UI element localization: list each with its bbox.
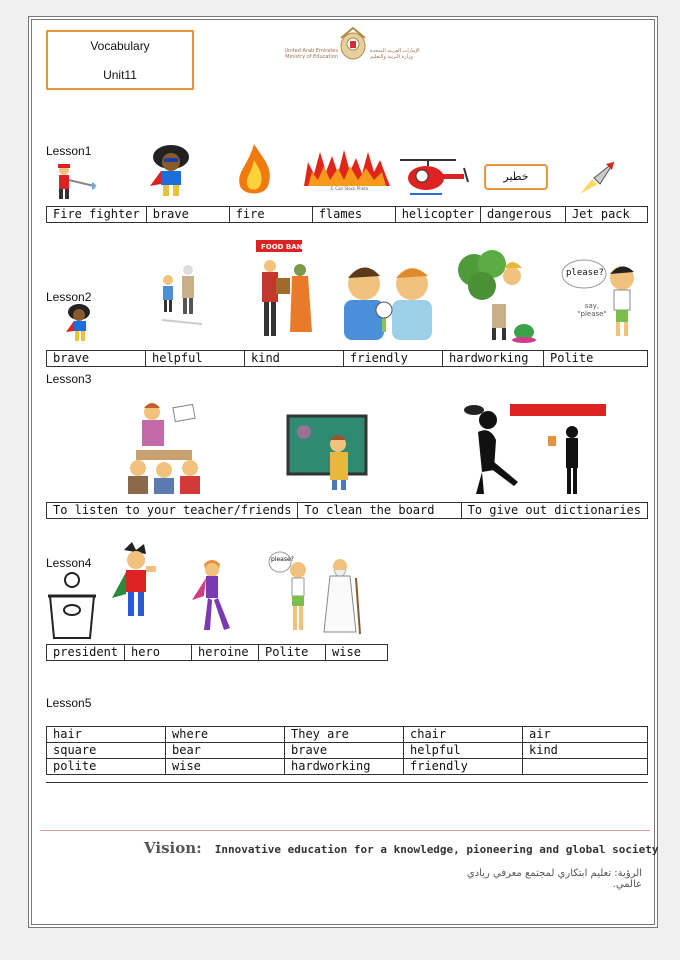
phrase-cell: To listen to your teacher/friends (47, 503, 298, 519)
flames-image (304, 146, 390, 190)
helicopter-image (396, 156, 470, 200)
vision-label: Vision: (144, 839, 202, 857)
phrase-cell: To give out dictionaries (461, 503, 647, 519)
word-cell: polite (47, 759, 166, 775)
listen-to-teacher-image (118, 398, 208, 498)
jetpack-rocket-image (576, 160, 618, 196)
word-cell: brave (285, 743, 404, 759)
firefighter-image (52, 162, 102, 202)
lesson2-title: Lesson2 (46, 290, 92, 304)
kind-food-bank-image (256, 240, 316, 340)
phrase-cell: To clean the board (298, 503, 461, 519)
lesson3-phrases-table (46, 502, 648, 519)
word-cell: Fire fighter (47, 207, 147, 223)
uae-emblem-logo (336, 24, 370, 64)
word-cell: hero (125, 645, 192, 661)
ministry-en: United Arab Emirates Ministry of Education (284, 48, 338, 60)
hero-image (110, 542, 166, 632)
word-cell: Jet pack (565, 207, 647, 223)
word-cell: helpful (146, 351, 245, 367)
clean-the-board-image (288, 416, 368, 492)
worksheet-page (28, 16, 658, 928)
word-cell: wise (166, 759, 285, 775)
lesson5-divider (46, 782, 648, 783)
lesson4-words-table (46, 644, 388, 661)
word-cell: kind (245, 351, 344, 367)
helpful-image (156, 260, 208, 326)
word-cell: where (166, 727, 285, 743)
footer-divider (40, 830, 650, 831)
word-cell: chair (404, 727, 523, 743)
word-cell: dangerous (480, 207, 565, 223)
word-cell: bear (166, 743, 285, 759)
food-bank-sign: FOOD BANK (261, 243, 308, 251)
word-cell: helicopter (395, 207, 480, 223)
vision-statement (144, 838, 658, 857)
word-cell: brave (146, 207, 229, 223)
word-cell: friendly (404, 759, 523, 775)
word-cell: Polite (259, 645, 326, 661)
word-cell (523, 759, 648, 775)
ministry-ar: الإمارات العربية المتحدة وزارة التربية والتعليم (370, 48, 420, 60)
lesson4-please-bubble: please? (271, 556, 294, 563)
word-cell: heroine (192, 645, 259, 661)
lesson1-title: Lesson1 (46, 144, 92, 158)
word-cell: hair (47, 727, 166, 743)
word-cell: kind (523, 743, 648, 759)
lesson5-title: Lesson5 (46, 696, 92, 710)
president-podium-image (46, 570, 98, 640)
flames-caption: © Can Stock Photo (330, 186, 369, 191)
word-cell: air (523, 727, 648, 743)
word-cell: flames (312, 207, 395, 223)
word-cell: president (47, 645, 125, 661)
word-cell: hardworking (285, 759, 404, 775)
danger-sign: خطير (484, 164, 548, 190)
heroine-image (184, 556, 238, 636)
word-cell: friendly (344, 351, 443, 367)
lesson2-words-table (46, 350, 648, 367)
brave-hero-small-image (62, 302, 96, 346)
friendly-image (338, 254, 436, 344)
lesson4-title: Lesson4 (46, 556, 92, 570)
vocabulary-title: Vocabulary (90, 39, 150, 53)
word-cell: fire (229, 207, 312, 223)
word-cell: helpful (404, 743, 523, 759)
wise-old-man-image (316, 556, 366, 636)
vision-text: Innovative education for a knowledge, pioneering and global society (214, 843, 659, 856)
lesson5-words-table (46, 726, 648, 775)
give-out-dictionaries-image (460, 402, 610, 498)
word-cell: They are (285, 727, 404, 743)
word-cell: Polite (544, 351, 648, 367)
please-bubble-text: please? (566, 268, 604, 278)
lesson1-words-table (46, 206, 648, 223)
lesson3-title: Lesson3 (46, 372, 92, 386)
word-cell: hardworking (443, 351, 544, 367)
unit-label: Unit11 (103, 68, 137, 82)
word-cell: brave (47, 351, 146, 367)
vocabulary-box (46, 30, 194, 90)
vision-arabic: الرؤية: تعليم ابتكاري لمجتمع معرفي ريادي عالمي. (466, 868, 642, 890)
brave-hero-image (142, 142, 200, 198)
say-please-caption: say, "please" (577, 302, 607, 318)
word-cell: square (47, 743, 166, 759)
hardworking-image (452, 246, 536, 342)
word-cell: wise (326, 645, 388, 661)
fire-image (234, 142, 274, 198)
